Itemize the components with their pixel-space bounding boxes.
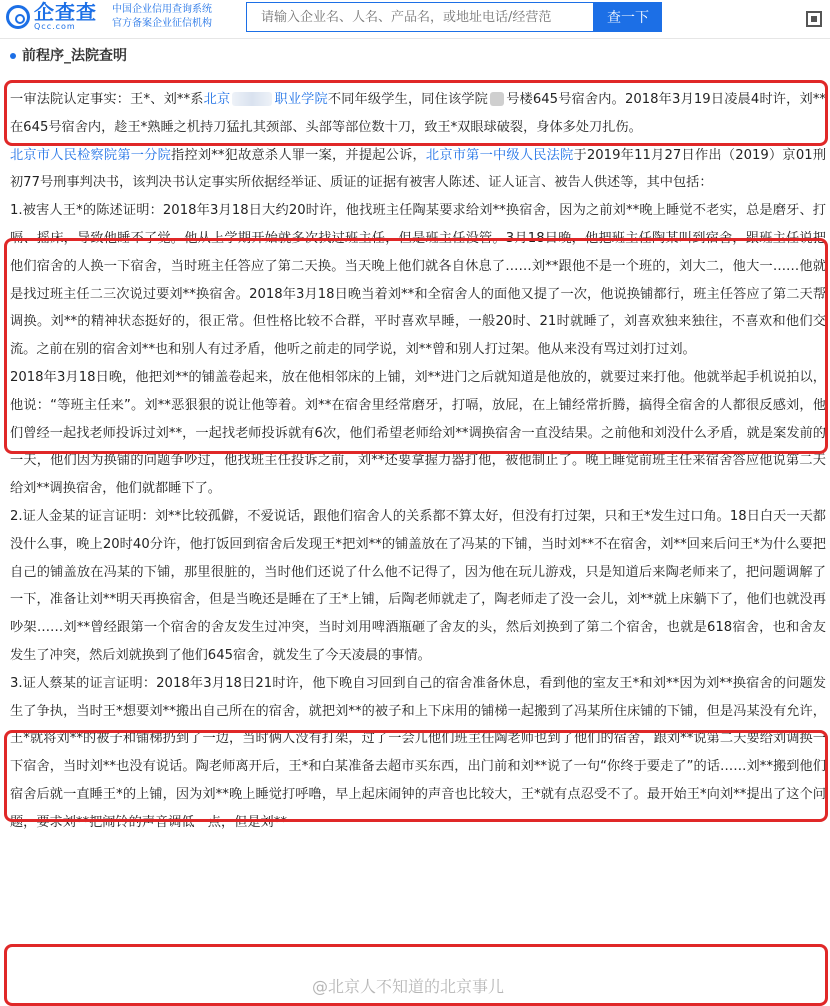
slogan-line-2: 官方备案企业征信机构 — [112, 18, 212, 29]
p1-text-b: 不同年级学生，同住该学院 — [327, 92, 489, 107]
weibo-watermark: @北京人不知道的北京事儿 — [312, 977, 505, 996]
procuratorate-link[interactable]: 北京市人民检察院第一分院 — [10, 147, 171, 163]
paragraph-court-findings — [10, 86, 826, 142]
search-box — [246, 2, 594, 32]
qr-code-icon[interactable] — [806, 11, 822, 27]
slogan-line-1: 中国企业信用查询系统 — [112, 4, 212, 15]
section-title-text: 前程序_法院查明 — [22, 48, 127, 64]
qcc-logo-icon — [6, 5, 30, 29]
logo-name: 企查查 — [34, 0, 97, 24]
section-title — [10, 45, 127, 65]
search-input[interactable] — [247, 3, 593, 31]
qcc-logo[interactable] — [6, 2, 97, 32]
paragraph-victim-statement-2: 2018年3月18日晚，他把刘**的铺盖卷起来，放在他相邻床的上铺，刘**进门之后就知道是他放的，就要过来打他。他就举起手机说拍以，他说：“等班主任来”。刘**恶狠狠的说让他等着。刘**在宿舍里经常磨牙，打嗝，放屁，在上铺经常折腾，搞得全宿舍的人都很反感刘，他们曾经一起找老师投诉过刘**，一起找老师投诉就有6次，他们希望老师给刘**调换宿舍一直没结果。之前他和刘没什么矛盾，就是案发前的一天，他们因为换铺的问题争吵过，他找班主任投诉之前，刘**还要拿握力器打他，被他制止了。晚上睡觉前班主任来宿舍答应他说第二天给刘**调换宿舍，他们就都睡下了。 — [10, 369, 826, 497]
court-link[interactable]: 北京市第一中级人民法院 — [425, 147, 574, 163]
paragraph-victim-statement: 1.被害人王*的陈述证明：2018年3月18日大约20时许，他找班主任陶某要求给刘**换宿舍，因为之前刘**晚上睡觉不老实，总是磨牙、打嗝、摇床，导致他睡不了觉。他从上学期开始就多次找过班主任，但是班主任没管。3月18日晚，他把班主任陶某叫到宿舍，跟班主任说把他们宿舍的人换一下宿舍，当时班主任答应了第二天换。当天晚上他们就各自休息了……刘**跟他不是一个班的，刘大二，他大一……他就是找过班主任二三次说过要刘**换宿舍。2018年3月18日晚当着刘**和全宿舍人的面他又提了一次，他说换铺都行，班主任答应了第二天帮调换。刘**的精神状态挺好的，很正常。但性格比较不合群，平时喜欢早睡，一般20时、21时就睡了，刘喜欢独来独往，不喜欢和他们交流。之前在别的宿舍刘**也和别人有过矛盾，他听之前走的同学说，刘**曾和别人打过架。他从来没有骂过刘打过刘。 — [10, 203, 826, 358]
redacted-block-small — [490, 92, 504, 106]
p2-text-b: 于2019年11月27日作出（2019）京01刑初77号刑事判决书，该判决书认定事实所依据经举证、质证的证据有被害人陈述、证人证言、被告人供述等，其中包括： — [10, 147, 827, 191]
paragraph-witness-jin: 2.证人金某的证言证明：刘**比较孤僻，不爱说话，跟他们宿舍人的关系都不算太好，但没有打过架，只和王*发生过口角。18日白天一天都没什么事，晚上20时40分许，他打饭回到宿舍后发现王*把刘**的铺盖放在了冯某的下铺，当时刘**不在宿舍，刘**回来后问王*为什么要把自己的铺盖放在冯某的下铺，那里很脏的，当时他们还说了什么他不记得了，因为他在玩儿游戏，只是知道后来陶老师来了，把问题调解了一下，准备让刘**明天再换宿舍，但是当晚还是睡在了王*上铺，后陶老师就走了，陶老师走了没一会儿，刘**就上床躺下了，他们也就没再吵架……刘**曾经跟第一个宿舍的舍友发生过冲突，当时刘用啤酒瓶砸了舍友的头，然后刘换到了第二个宿舍，也就是618宿舍，也和舍友发生了冲突，然后刘就换到了他们645宿舍，就发生了今天凌晨的事情。 — [10, 508, 826, 663]
school-link[interactable]: 北京 — [203, 92, 231, 107]
paragraph-prosecution — [10, 142, 826, 198]
paragraph-witness-cai: 3.证人蔡某的证言证明：2018年3月18日21时许，他下晚自习回到自己的宿舍准备休息，看到他的室友王*和刘**因为刘**换宿舍的问题发生了争执，当时王*想要刘**搬出自己所在的宿舍，就把刘**的被子和上下床用的铺梯一起搬到了冯某所住床铺的下铺，但是冯某没有允许，王*就将刘**的被子和铺梯扔到了一边，当时俩人没有打架，过了一会儿他们班主任陶老师也到了他们的宿舍，跟刘**说第二天要给刘调换一下宿舍，当时刘**也没有说话。陶老师离开后，王*和白某准备去超市买东西，出门前和刘**说了一句“你终于要走了”的话……刘**搬到他们宿舍后就一直睡王*的上铺，因为刘**晚上睡觉打呼噜，早上起床闹钟的声音也比较大，王*就有点忍受不了。最开始王*向刘**提出了这个问题，要求刘**把闹铃的声音调低一点，但是刘**一 — [10, 675, 826, 830]
slogan — [112, 3, 242, 31]
school-link-2[interactable]: 职业学院 — [274, 92, 328, 107]
bullet-dot-icon — [10, 53, 16, 59]
search-button[interactable]: 查一下 — [594, 2, 662, 32]
p2-text-a: 指控刘**犯故意杀人罪一案，并提起公诉， — [171, 147, 426, 163]
logo-domain: Qcc.com — [34, 22, 76, 31]
top-header — [0, 0, 830, 39]
judgment-content — [10, 86, 826, 837]
p1-text-a: 一审法院认定事实：王*、刘**系 — [10, 92, 204, 107]
redacted-block — [232, 92, 272, 106]
p1-text-c: 号楼645号宿舍内。2018年3月19日凌晨4时许，刘**在645号宿舍内，趁王*熟睡之机持刀猛扎其颈部、头部等部位数十刀，致王*双眼球破裂，身体多处刀扎伤。 — [10, 92, 827, 135]
